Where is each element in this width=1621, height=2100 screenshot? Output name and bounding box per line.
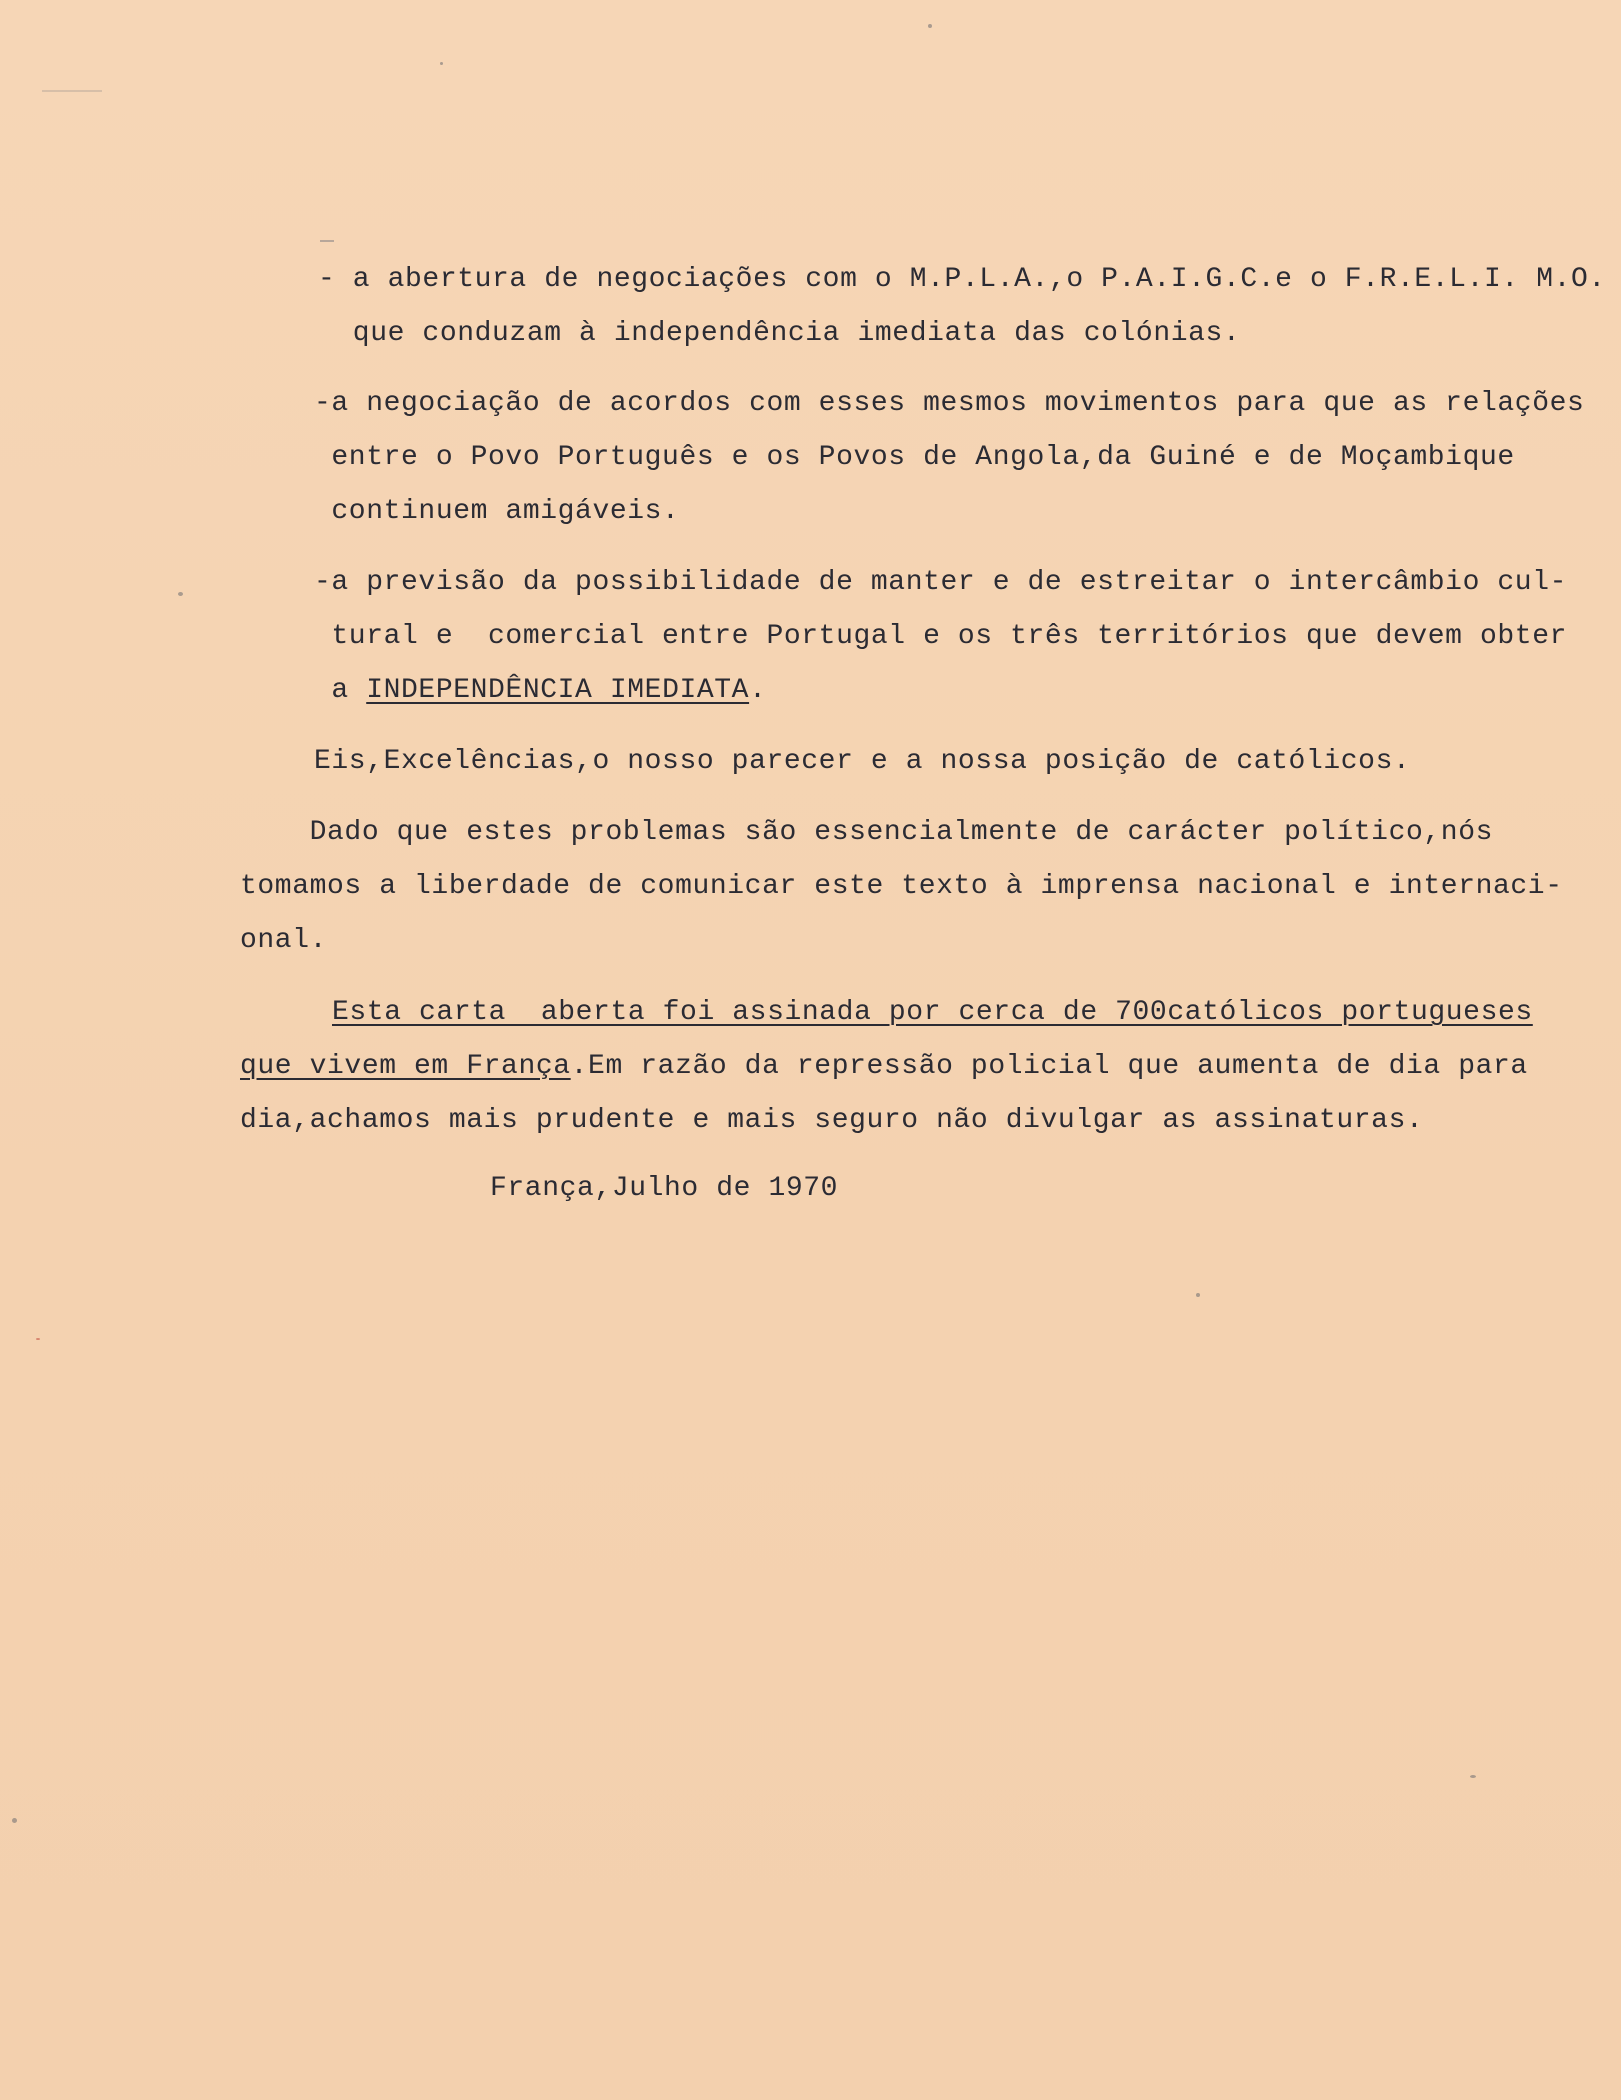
paper-speck: [1196, 1293, 1200, 1297]
paper-mark: [320, 240, 334, 242]
item-3-line-3: [314, 673, 767, 709]
item-3-suffix: .: [749, 675, 767, 706]
signatories-emphasis: Esta carta aberta foi assinada por cerca de 700católicos portugueses: [332, 997, 1533, 1028]
item-2-line-2: entre o Povo Português e os Povos de Angola,da Guiné e de Moçambique: [314, 442, 1515, 473]
paragraph-1-line-1: Dado que estes problemas são essencialmente de carácter político,nós: [240, 817, 1493, 848]
paper-speck: [1470, 1775, 1476, 1778]
item-1-line-1: - a abertura de negociações com o M.P.L.A.,o P.A.I.G.C.e o F.R.E.L.I. M.O.: [318, 264, 1606, 295]
date-line: França,Julho de 1970: [490, 1173, 839, 1204]
paragraph-2-line-3: dia,achamos mais prudente e mais seguro não divulgar as assinaturas.: [240, 1105, 1424, 1136]
item-3-line-1: -a previsão da possibilidade de manter e de estreitar o intercâmbio cul-: [314, 567, 1567, 598]
item-3-line-2: tural e comercial entre Portugal e os três territórios que devem obter: [314, 621, 1567, 652]
paragraph-2-line-1: [332, 995, 1533, 1031]
paragraph-1-line-3: onal.: [240, 925, 328, 956]
paper-speck: [178, 592, 183, 596]
paper-speck: [36, 1338, 40, 1340]
independence-emphasis: INDEPENDÊNCIA IMEDIATA: [366, 675, 750, 706]
item-2-line-3: continuem amigáveis.: [314, 496, 680, 527]
paragraph-2-line-2-rest: .Em razão da repressão policial que aumenta de dia para: [570, 1051, 1528, 1082]
paper-speck: [440, 62, 443, 65]
paper-speck: [928, 24, 932, 28]
closing-statement: Eis,Excelências,o nosso parecer e a nossa posição de católicos.: [314, 746, 1411, 777]
paragraph-1-line-2: tomamos a liberdade de comunicar este texto à imprensa nacional e internaci-: [240, 871, 1563, 902]
item-3-prefix: a: [314, 675, 367, 706]
item-1-line-2: que conduzam à independência imediata das colónias.: [318, 318, 1241, 349]
item-2-line-1: -a negociação de acordos com esses mesmos movimentos para que as relações: [314, 388, 1585, 419]
paper-speck: [12, 1818, 17, 1823]
paragraph-2-line-2: [240, 1049, 1528, 1085]
location-emphasis: que vivem em França: [240, 1051, 571, 1082]
paper-mark: [42, 90, 102, 92]
